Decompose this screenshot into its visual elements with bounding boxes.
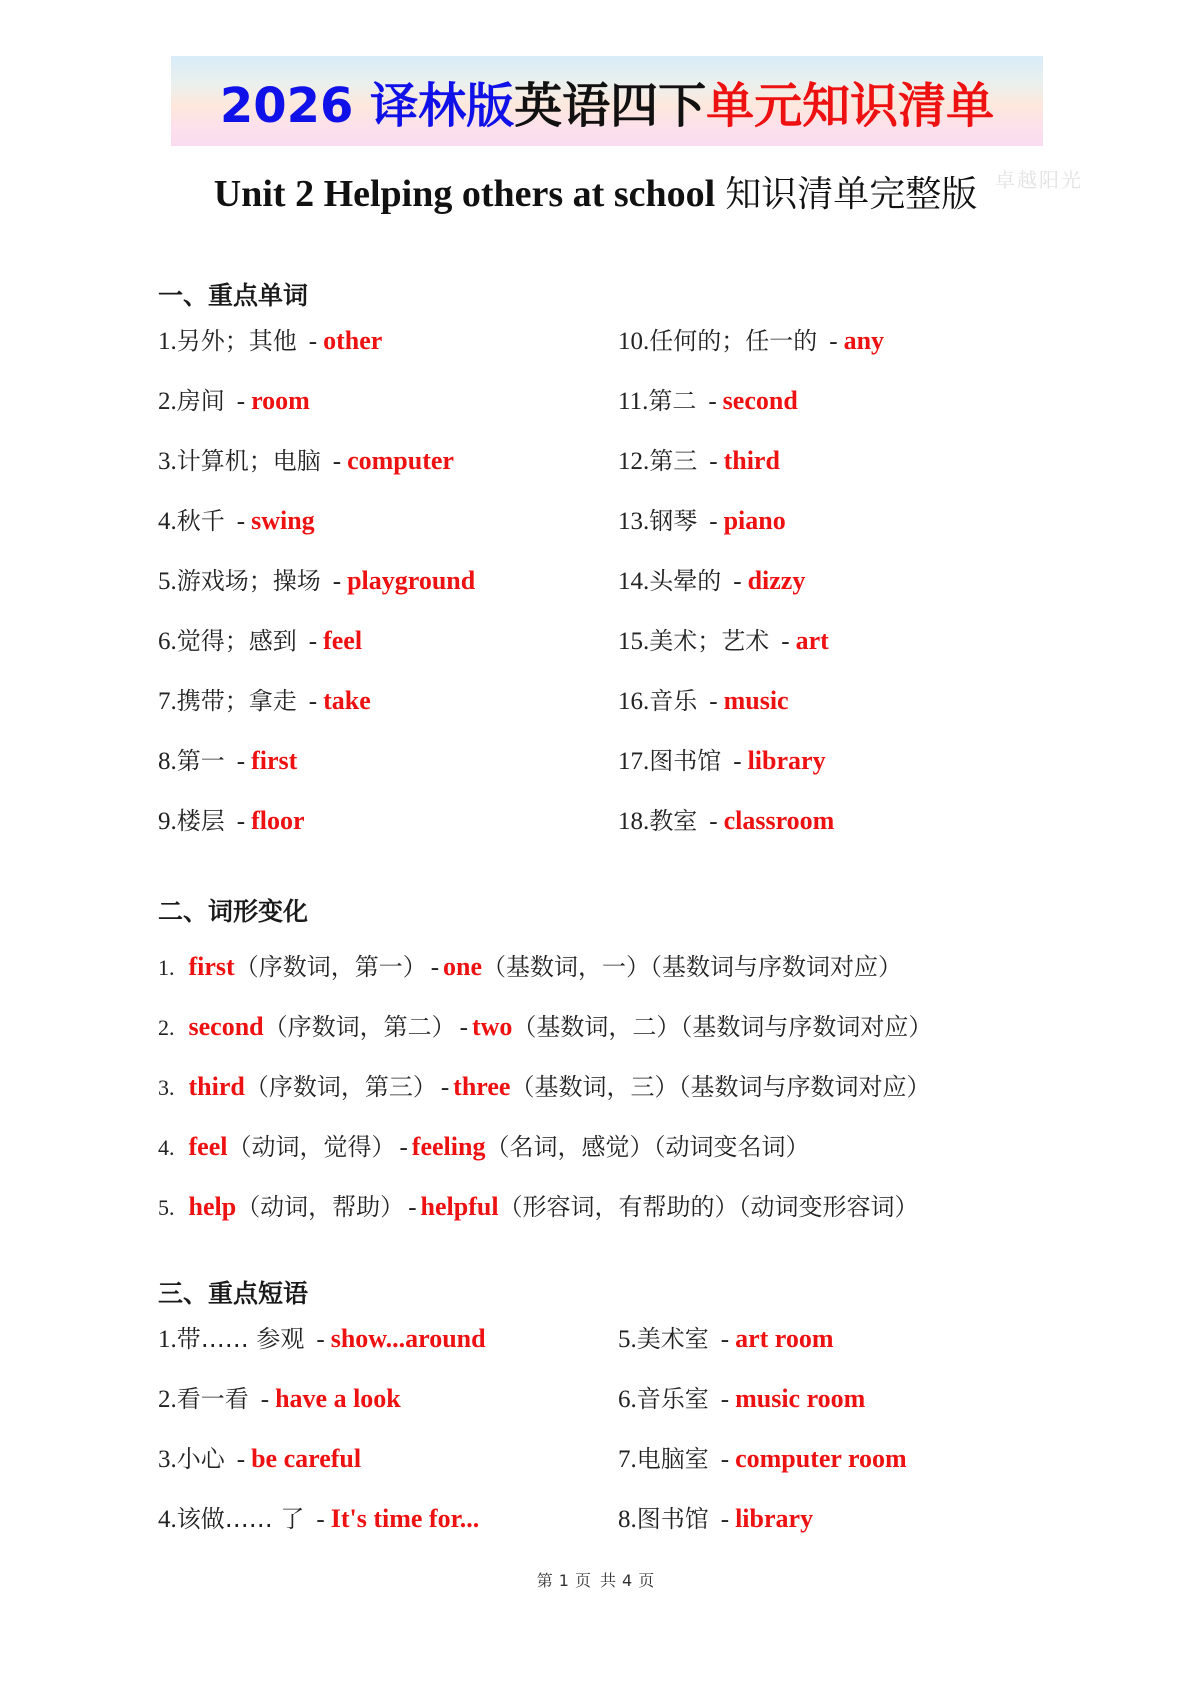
item-en: playground xyxy=(347,566,476,595)
dash: - xyxy=(236,388,246,415)
item-en: second xyxy=(722,386,798,415)
item-cn: 小心 xyxy=(176,1445,225,1473)
item-cn: 看一看 xyxy=(176,1385,249,1413)
derived-note: （名词，感觉） xyxy=(485,1133,654,1161)
item-cn: 音乐室 xyxy=(636,1385,709,1413)
item-cn: 任何的；任一的 xyxy=(649,327,818,355)
item-number: 8. xyxy=(158,748,177,775)
base-note: （序数词，第一） xyxy=(234,953,427,981)
vocab-item xyxy=(618,626,829,657)
base-note: （序数词，第三） xyxy=(244,1073,437,1101)
dash: - xyxy=(733,568,742,595)
item-number: 2. xyxy=(158,388,177,415)
item-cn: 图书馆 xyxy=(649,747,722,775)
item-number: 1. xyxy=(158,955,175,980)
header-banner xyxy=(171,56,1043,146)
vocab-item xyxy=(618,746,826,777)
item-number: 18. xyxy=(618,808,650,835)
item-cn: 教室 xyxy=(649,807,698,835)
phrase-item xyxy=(618,1324,834,1355)
item-en: dizzy xyxy=(747,566,806,595)
derived-word: three xyxy=(453,1072,511,1101)
derived-note: （形容词，有帮助的） xyxy=(498,1193,739,1221)
dash: - xyxy=(332,568,342,595)
vocab-item xyxy=(618,386,798,417)
item-number: 7. xyxy=(618,1446,637,1473)
item-number: 5. xyxy=(158,568,177,595)
vocab-item xyxy=(618,326,884,357)
item-cn: 电脑室 xyxy=(636,1445,709,1473)
dash: - xyxy=(829,328,838,355)
dash: - xyxy=(709,688,718,715)
vocab-item xyxy=(158,506,315,537)
dash: - xyxy=(308,688,318,715)
item-number: 16. xyxy=(618,688,650,715)
base-word: first xyxy=(188,952,235,981)
rule-note: （动词变形容词） xyxy=(738,1193,919,1221)
section-title-word-forms: 二、词形变化 xyxy=(158,897,309,926)
word-form-item xyxy=(158,1072,930,1103)
dash: - xyxy=(430,954,440,981)
item-en: first xyxy=(251,746,298,775)
base-word: help xyxy=(188,1192,237,1221)
item-number: 2. xyxy=(158,1015,175,1040)
unit-title: Unit 2 Helping others at school xyxy=(213,173,716,215)
item-number: 12. xyxy=(618,448,650,475)
vocab-item xyxy=(158,746,297,777)
item-cn: 音乐 xyxy=(649,687,698,715)
item-number: 3. xyxy=(158,1446,177,1473)
banner-subject: 英语四下 xyxy=(514,77,707,134)
dash: - xyxy=(260,1386,270,1413)
item-number: 6. xyxy=(158,628,177,655)
item-en: have a look xyxy=(275,1384,401,1413)
derived-note: （基数词，一） xyxy=(482,953,651,981)
item-cn: 该做…… 了 xyxy=(176,1505,305,1533)
phrase-item xyxy=(158,1504,479,1535)
vocab-item xyxy=(158,806,305,837)
word-form-item xyxy=(158,952,902,983)
dash: - xyxy=(236,508,246,535)
item-en: computer room xyxy=(735,1444,907,1473)
item-cn: 房间 xyxy=(176,387,225,415)
dash: - xyxy=(440,1074,450,1101)
phrase-item xyxy=(618,1444,907,1475)
item-en: It's time for... xyxy=(330,1504,480,1533)
rule-note: （基数词与序数词对应） xyxy=(680,1013,933,1041)
dash: - xyxy=(308,628,318,655)
item-cn: 另外；其他 xyxy=(176,327,297,355)
item-cn: 游戏场；操场 xyxy=(176,567,321,595)
item-cn: 楼层 xyxy=(176,807,225,835)
dash: - xyxy=(733,748,742,775)
item-en: classroom xyxy=(723,806,835,835)
item-number: 8. xyxy=(618,1506,637,1533)
item-en: any xyxy=(843,326,885,355)
base-word: second xyxy=(188,1012,264,1041)
watermark: 卓越阳光 xyxy=(995,168,1083,192)
item-en: art room xyxy=(735,1324,834,1353)
item-cn: 秋千 xyxy=(176,507,225,535)
phrase-item xyxy=(158,1324,486,1355)
item-number: 4. xyxy=(158,1135,175,1160)
dash: - xyxy=(316,1326,325,1353)
base-word: third xyxy=(188,1072,245,1101)
derived-word: helpful xyxy=(420,1192,499,1221)
dash: - xyxy=(308,328,318,355)
dash: - xyxy=(708,388,717,415)
vocab-item xyxy=(618,806,834,837)
item-number: 4. xyxy=(158,508,177,535)
rule-note: （动词变名词） xyxy=(653,1133,810,1161)
total-page-count: 4 xyxy=(622,1571,633,1590)
base-note: （动词，觉得） xyxy=(227,1133,396,1161)
item-number: 15. xyxy=(618,628,650,655)
item-en: music room xyxy=(735,1384,866,1413)
item-cn: 携带；拿走 xyxy=(176,687,297,715)
rule-note: （基数词与序数词对应） xyxy=(650,953,903,981)
item-cn: 头晕的 xyxy=(649,567,722,595)
item-cn: 第三 xyxy=(649,447,698,475)
section-title-vocabulary: 一、重点单词 xyxy=(158,281,309,310)
vocab-item xyxy=(618,506,786,537)
item-en: third xyxy=(723,446,780,475)
item-number: 11. xyxy=(618,388,649,415)
item-number: 17. xyxy=(618,748,650,775)
banner-year: 2026 xyxy=(219,77,371,134)
dash: - xyxy=(332,448,342,475)
rule-note: （基数词与序数词对应） xyxy=(678,1073,931,1101)
vocab-item xyxy=(158,686,371,717)
item-number: 5. xyxy=(158,1195,175,1220)
phrase-item xyxy=(618,1384,865,1415)
vocab-item xyxy=(158,386,310,417)
item-en: art xyxy=(795,626,829,655)
item-en: room xyxy=(251,386,310,415)
derived-word: two xyxy=(471,1012,513,1041)
item-cn: 美术室 xyxy=(636,1325,709,1353)
item-en: library xyxy=(747,746,826,775)
item-number: 6. xyxy=(618,1386,637,1413)
vocab-item xyxy=(618,566,805,597)
banner-title-red: 单元知识清单 xyxy=(706,77,995,134)
item-number: 13. xyxy=(618,508,650,535)
vocab-item xyxy=(158,626,362,657)
dash: - xyxy=(236,748,246,775)
dash: - xyxy=(720,1386,730,1413)
item-number: 14. xyxy=(618,568,650,595)
dash: - xyxy=(236,808,246,835)
item-cn: 第二 xyxy=(648,387,697,415)
vocab-item xyxy=(618,686,789,717)
item-en: be careful xyxy=(251,1444,362,1473)
item-en: swing xyxy=(251,506,315,535)
page-footer xyxy=(0,1568,1191,1591)
item-cn: 带…… 参观 xyxy=(176,1325,305,1353)
dash: - xyxy=(781,628,790,655)
vocab-item xyxy=(158,566,475,597)
item-en: piano xyxy=(723,506,786,535)
vocab-item xyxy=(158,326,382,357)
item-number: 1. xyxy=(158,328,177,355)
item-number: 9. xyxy=(158,808,177,835)
banner-title xyxy=(220,67,994,136)
derived-word: one xyxy=(443,952,483,981)
dash: - xyxy=(408,1194,417,1221)
unit-title-cn: 知识清单完整版 xyxy=(725,174,978,215)
item-cn: 第一 xyxy=(176,747,225,775)
footer-prefix: 第 xyxy=(536,1571,553,1590)
item-number: 3. xyxy=(158,448,177,475)
item-cn: 觉得；感到 xyxy=(176,627,297,655)
dash: - xyxy=(709,808,718,835)
current-page-number: 1 xyxy=(558,1571,569,1590)
item-en: floor xyxy=(251,806,305,835)
dash: - xyxy=(236,1446,246,1473)
derived-note: （基数词，二） xyxy=(512,1013,681,1041)
item-en: music xyxy=(723,686,789,715)
item-en: computer xyxy=(347,446,454,475)
derived-word: feeling xyxy=(411,1132,486,1161)
vocab-item xyxy=(618,446,780,477)
section-title-phrases: 三、重点短语 xyxy=(158,1279,309,1308)
item-number: 2. xyxy=(158,1386,177,1413)
vocab-item xyxy=(158,446,454,477)
item-cn: 美术；艺术 xyxy=(649,627,770,655)
item-en: take xyxy=(323,686,371,715)
base-note: （动词，帮助） xyxy=(236,1193,405,1221)
dash: - xyxy=(316,1506,325,1533)
dash: - xyxy=(720,1446,730,1473)
word-form-item xyxy=(158,1012,932,1043)
dash: - xyxy=(709,508,718,535)
item-number: 4. xyxy=(158,1506,177,1533)
footer-mid: 页 共 xyxy=(574,1571,617,1590)
item-number: 1. xyxy=(158,1326,177,1353)
base-note: （序数词，第二） xyxy=(263,1013,456,1041)
dash: - xyxy=(720,1326,730,1353)
dash: - xyxy=(459,1014,468,1041)
item-number: 5. xyxy=(618,1326,637,1353)
dash: - xyxy=(709,448,718,475)
item-cn: 计算机；电脑 xyxy=(176,447,321,475)
item-number: 3. xyxy=(158,1075,175,1100)
phrase-item xyxy=(618,1504,813,1535)
word-form-item xyxy=(158,1132,809,1163)
item-en: other xyxy=(323,326,383,355)
base-word: feel xyxy=(188,1132,228,1161)
phrase-item xyxy=(158,1384,401,1415)
item-en: library xyxy=(735,1504,814,1533)
item-cn: 图书馆 xyxy=(636,1505,709,1533)
word-form-item xyxy=(158,1192,919,1223)
item-en: show...around xyxy=(330,1324,486,1353)
item-number: 7. xyxy=(158,688,177,715)
item-en: feel xyxy=(323,626,363,655)
dash: - xyxy=(399,1134,408,1161)
footer-suffix: 页 xyxy=(638,1571,655,1590)
banner-publisher: 译林版 xyxy=(370,77,515,134)
dash: - xyxy=(720,1506,730,1533)
phrase-item xyxy=(158,1444,361,1475)
derived-note: （基数词，三） xyxy=(510,1073,679,1101)
item-number: 10. xyxy=(618,328,650,355)
item-cn: 钢琴 xyxy=(649,507,698,535)
